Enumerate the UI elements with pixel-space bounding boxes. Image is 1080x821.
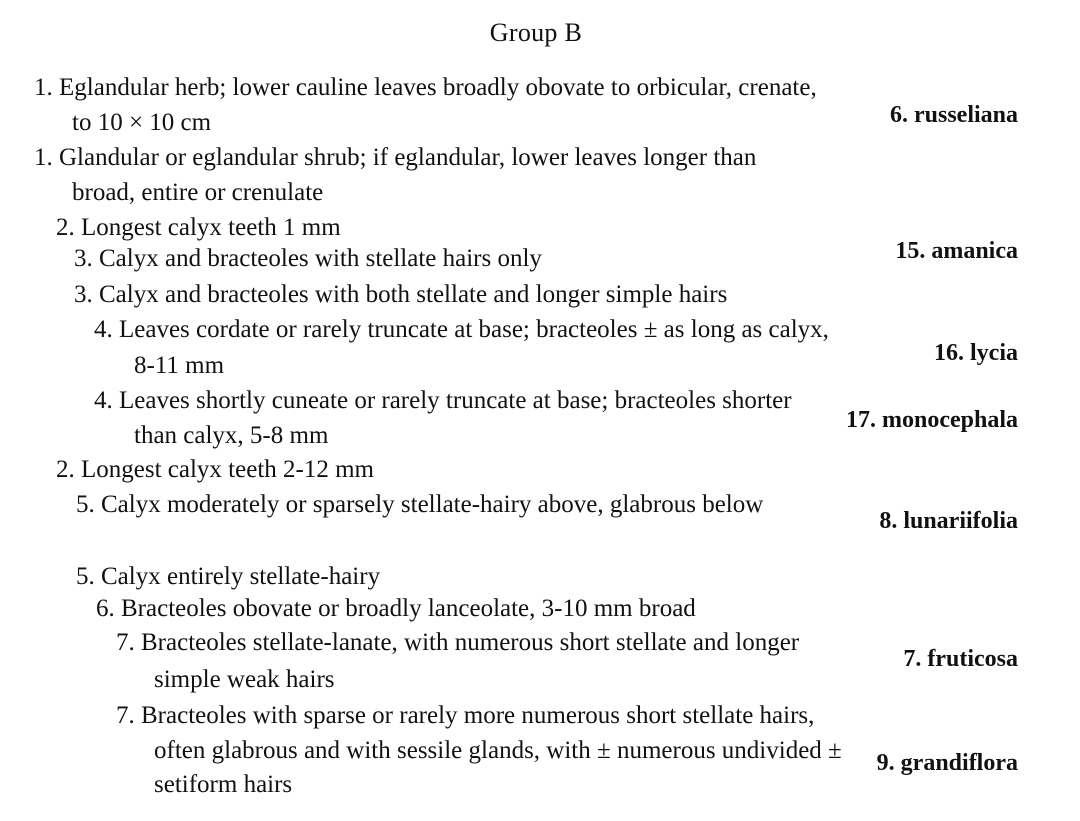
couplet-number: 3.	[74, 281, 93, 308]
couplet-7b-line-3: setiform hairs	[154, 771, 293, 798]
couplet-5a-line-1	[76, 490, 763, 520]
couplet-text: Calyx moderately or sparsely stellate-hairy above, glabrous below	[101, 491, 764, 518]
couplet-1b-line-1	[34, 143, 756, 173]
couplet-text: Calyx and bracteoles with stellate hairs only	[99, 245, 542, 272]
taxon-result: 7. fruticosa	[903, 646, 1018, 672]
couplet-text: Eglandular herb; lower cauline leaves broadly obovate to orbicular, crenate,	[59, 74, 817, 101]
couplet-number: 3.	[74, 245, 93, 272]
couplet-1a-line-1	[34, 73, 817, 103]
couplet-1b-line-2: broad, entire or crenulate	[72, 179, 324, 206]
taxon-result: 6. russeliana	[889, 102, 1018, 128]
couplet-number: 6.	[96, 595, 115, 622]
couplet-1a-line-2: to 10 × 10 cm	[72, 109, 212, 136]
couplet-number: 4.	[94, 316, 113, 343]
taxon-result: 16. lycia	[934, 340, 1018, 366]
taxon-result: 8. lunariifolia	[879, 508, 1018, 534]
couplet-number: 7.	[116, 629, 135, 656]
couplet-2a-line-1	[56, 213, 341, 243]
couplet-text: Bracteoles obovate or broadly lanceolate, 3-10 mm broad	[121, 595, 696, 622]
taxon-result: 15. amanica	[895, 238, 1018, 264]
couplet-text: Bracteoles with sparse or rarely more numerous short stellate hairs,	[141, 702, 815, 729]
couplet-text: Calyx and bracteoles with both stellate and longer simple hairs	[99, 281, 728, 308]
taxon-result: 9. grandiflora	[876, 750, 1018, 776]
couplet-number: 4.	[94, 387, 113, 414]
couplet-7a-line-2: simple weak hairs	[154, 666, 335, 693]
couplet-7a-line-1	[116, 628, 799, 658]
couplet-text: Glandular or eglandular shrub; if eglandular, lower leaves longer than	[59, 144, 757, 171]
key-heading: Group B	[489, 18, 583, 47]
couplet-3a-line-1	[74, 244, 542, 274]
couplet-number: 5.	[76, 563, 95, 590]
couplet-text: Leaves shortly cuneate or rarely truncate at base; bracteoles shorter	[119, 387, 792, 414]
couplet-4b-line-2: than calyx, 5-8 mm	[134, 422, 329, 449]
couplet-3b-line-1	[74, 280, 727, 310]
couplet-4a-line-2: 8-11 mm	[134, 352, 225, 379]
couplet-number: 1.	[34, 74, 53, 101]
couplet-2b-line-1	[56, 455, 374, 485]
couplet-4a-line-1	[94, 315, 829, 345]
taxon-result: 17. monocephala	[845, 407, 1018, 433]
couplet-number: 5.	[76, 491, 95, 518]
couplet-number: 2.	[56, 456, 75, 483]
couplet-text: Calyx entirely stellate-hairy	[101, 563, 381, 590]
couplet-5b-line-1	[76, 562, 380, 592]
couplet-6a-line-1	[96, 594, 696, 624]
couplet-text: Leaves cordate or rarely truncate at base; bracteoles ± as long as calyx,	[119, 316, 829, 343]
couplet-text: Longest calyx teeth 1 mm	[81, 214, 341, 241]
couplet-7b-line-1	[116, 701, 814, 731]
couplet-number: 2.	[56, 214, 75, 241]
couplet-text: Bracteoles stellate-lanate, with numerous short stellate and longer	[141, 629, 800, 656]
couplet-text: Longest calyx teeth 2-12 mm	[81, 456, 374, 483]
couplet-4b-line-1	[94, 386, 792, 416]
couplet-number: 1.	[34, 144, 53, 171]
couplet-number: 7.	[116, 702, 135, 729]
couplet-7b-line-2: often glabrous and with sessile glands, with ± numerous undivided ±	[154, 737, 842, 764]
